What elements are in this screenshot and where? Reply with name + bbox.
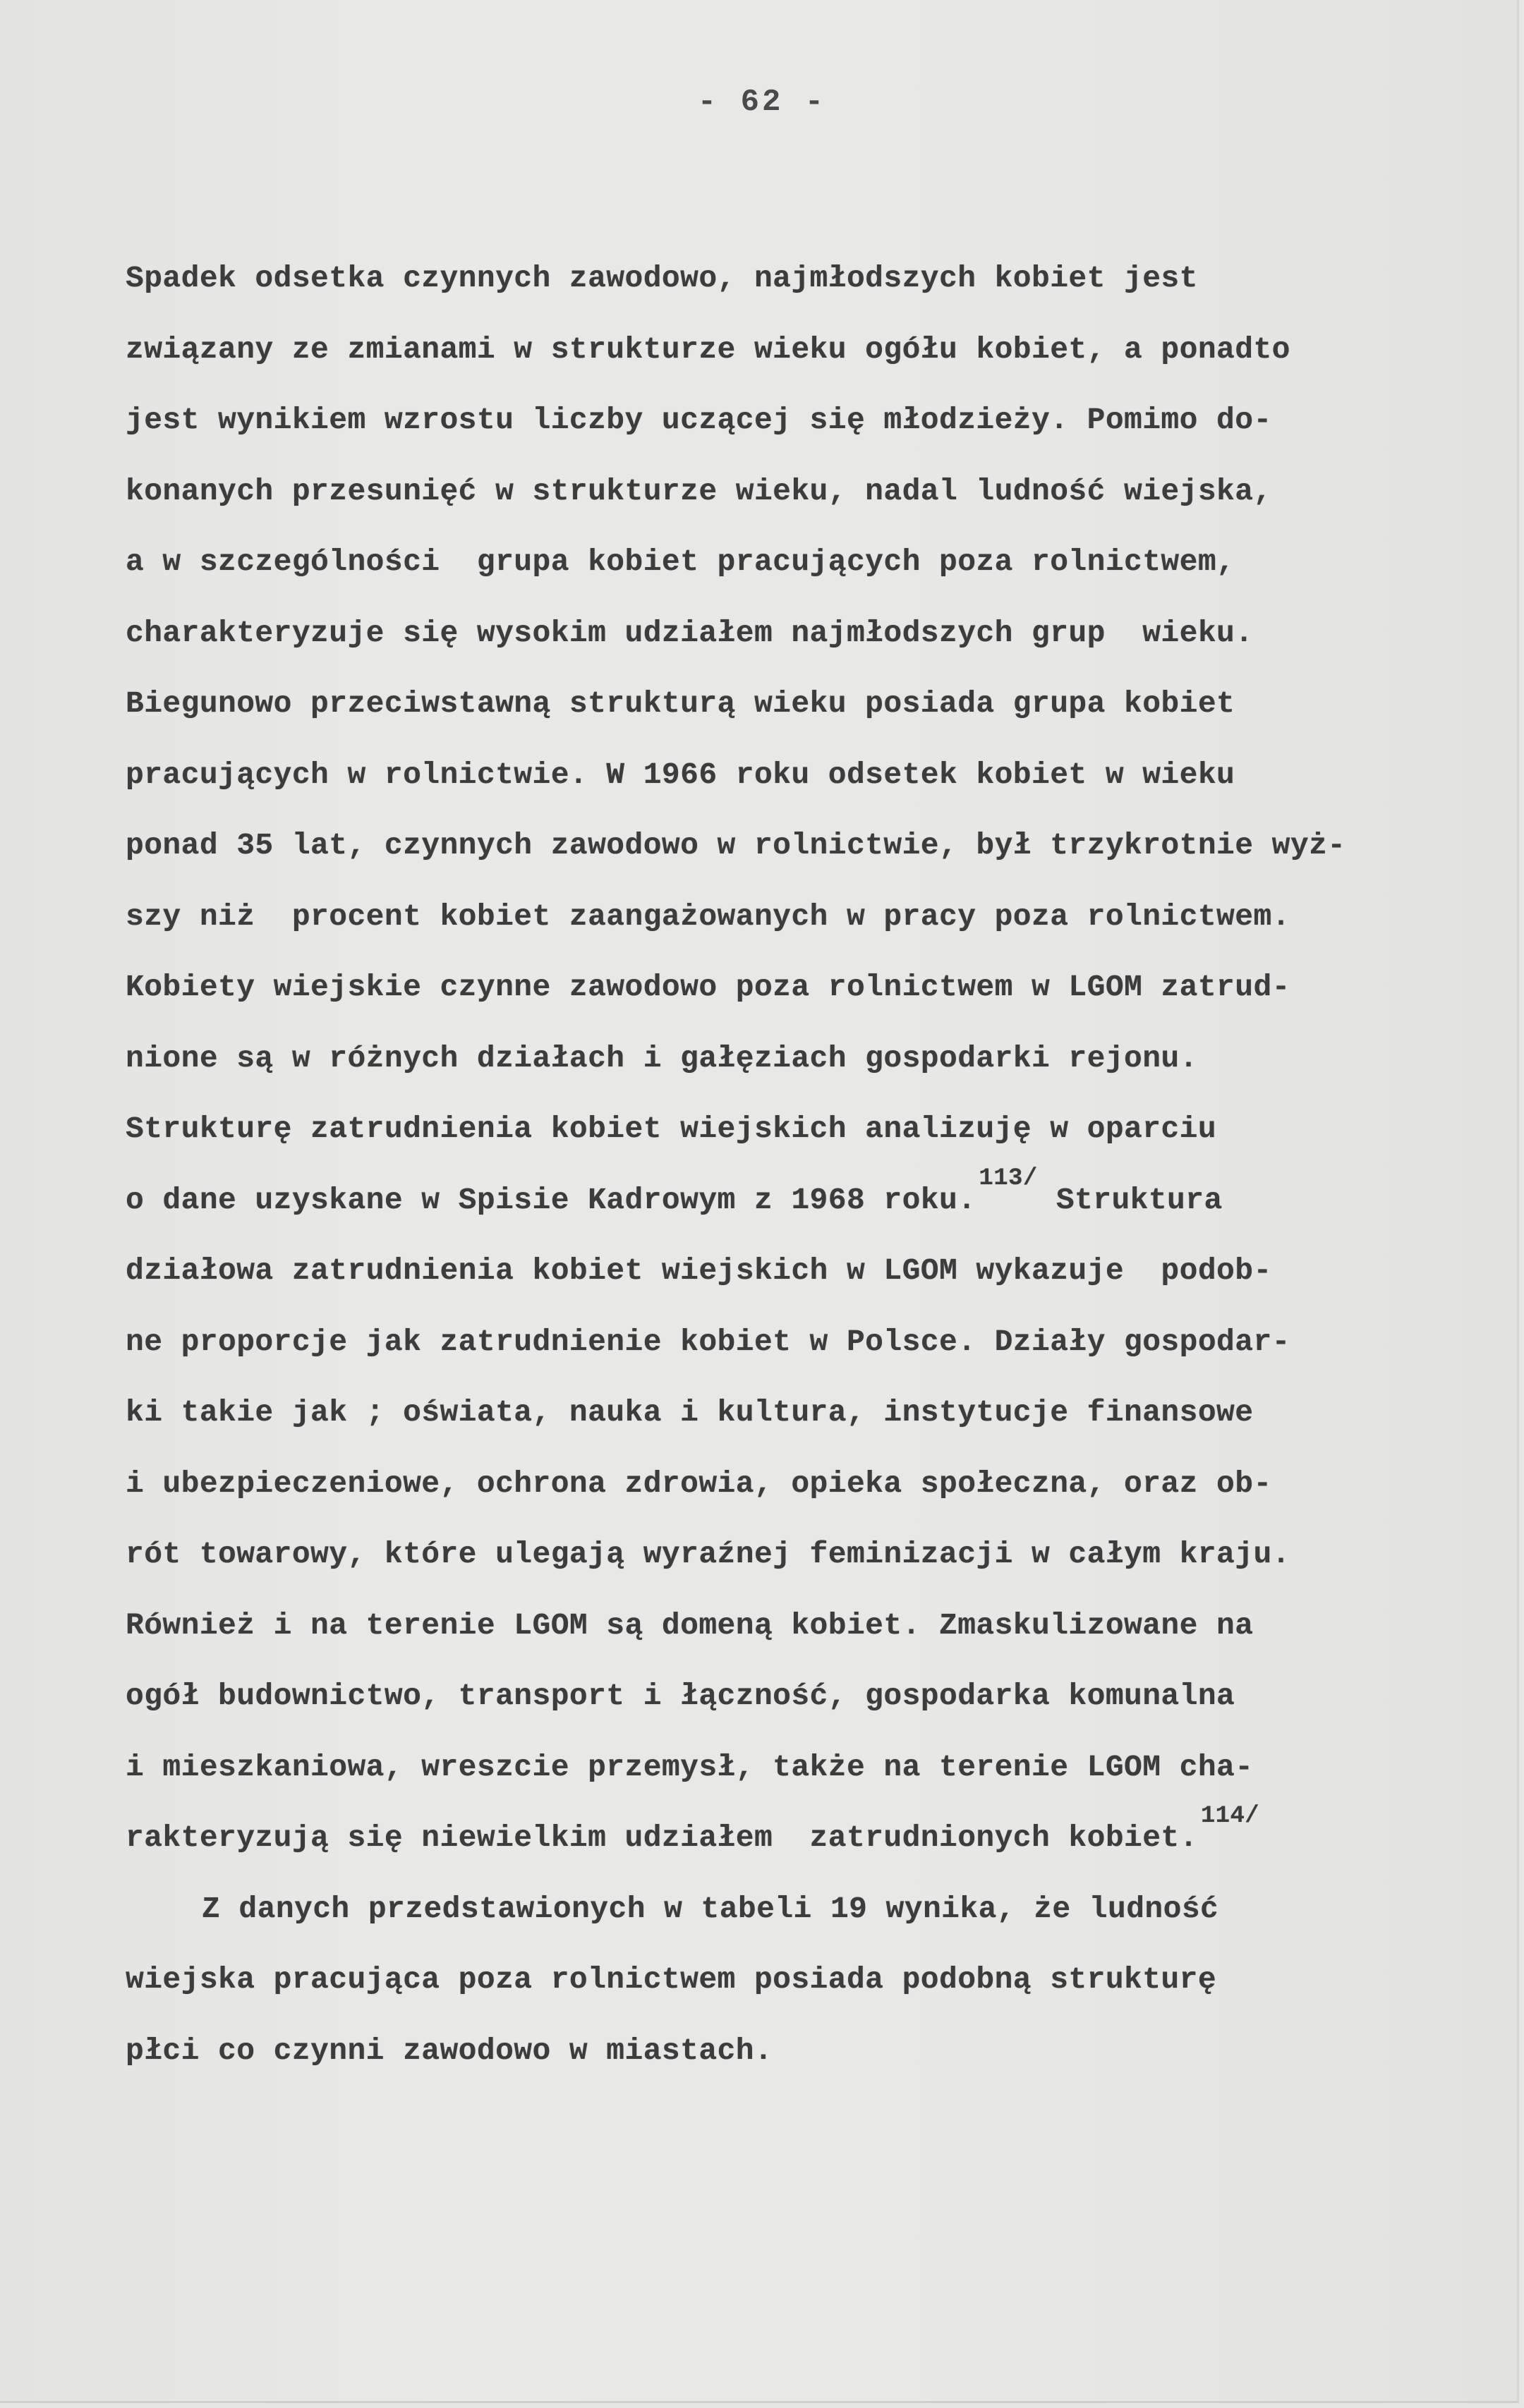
- text-line: płci co czynni zawodowo w miastach.: [126, 2033, 773, 2068]
- text-line: działowa zatrudnienia kobiet wiejskich w LGOM wykazuje podob-: [126, 1253, 1272, 1288]
- text-line: jest wynikiem wzrostu liczby uczącej się młodzieży. Pomimo do-: [126, 403, 1272, 437]
- page-number: - 62 -: [697, 85, 827, 120]
- text-line: ne proporcje jak zatrudnienie kobiet w Polsce. Działy gospodar-: [126, 1324, 1290, 1359]
- text-line-with-footnote: [126, 1803, 1508, 1886]
- text-line: wiejska pracująca poza rolnictwem posiada podobną strukturę: [126, 1962, 1217, 1997]
- line-text-after: Struktura: [1037, 1182, 1223, 1217]
- text-line: Również i na terenie LGOM są domeną kobiet. Zmaskulizowane na: [126, 1607, 1254, 1643]
- line-text: o dane uzyskane w Spisie Kadrowym z 1968 roku.: [126, 1182, 976, 1217]
- text-line: Biegunowo przeciwstawną strukturą wieku posiada grupa kobiet: [126, 686, 1235, 721]
- paragraph-2: [126, 1886, 1508, 2099]
- text-line: konanych przesunięć w strukturze wieku, nadal ludność wiejska,: [126, 473, 1272, 509]
- text-line: związany ze zmianami w strukturze wieku ogółu kobiet, a ponadto: [126, 332, 1290, 367]
- text-line: Kobiety wiejskie czynne zawodowo poza rolnictwem w LGOM zatrud-: [126, 970, 1290, 1004]
- text-line: nione są w różnych działach i gałęziach gospodarki rejonu.: [126, 1040, 1198, 1076]
- footnote-marker-113: 113/: [979, 1165, 1038, 1192]
- text-line-with-footnote: [126, 1165, 1508, 1248]
- text-line: ogół budownictwo, transport i łączność, gospodarka komunalna: [126, 1679, 1235, 1713]
- text-line: i ubezpieczeniowe, ochrona zdrowia, opieka społeczna, oraz ob-: [126, 1466, 1272, 1501]
- text-line: a w szczególności grupa kobiet pracujących poza rolnictwem,: [126, 545, 1235, 579]
- text-line: Spadek odsetka czynnych zawodowo, najmłodszych kobiet jest: [126, 261, 1198, 296]
- text-line: ponad 35 lat, czynnych zawodowo w rolnictwie, był trzykrotnie wyż-: [126, 828, 1346, 863]
- paragraph-1: [126, 255, 1508, 1886]
- text-line: i mieszkaniowa, wreszcie przemysł, także na terenie LGOM cha-: [126, 1749, 1254, 1784]
- text-line: pracujących w rolnictwie. W 1966 roku odsetek kobiet w wieku: [126, 757, 1235, 792]
- text-line: szy niż procent kobiet zaangażowanych w pracy poza rolnictwem.: [126, 899, 1290, 934]
- text-line: charakteryzuje się wysokim udziałem najmłodszych grup wieku.: [126, 615, 1254, 650]
- text-line: rót towarowy, które ulegają wyraźnej feminizacji w całym kraju.: [126, 1537, 1290, 1571]
- line-text: rakteryzują się niewielkim udziałem zatrudnionych kobiet.: [126, 1820, 1198, 1855]
- text-line: Z danych przedstawionych w tabeli 19 wynika, że ludność: [202, 1891, 1219, 1926]
- text-line: ki takie jak ; oświata, nauka i kultura, instytucje finansowe: [126, 1395, 1254, 1430]
- footnote-marker-114: 114/: [1200, 1803, 1260, 1830]
- body-text: [126, 255, 1508, 2098]
- text-line: Strukturę zatrudnienia kobiet wiejskich analizuję w oparciu: [126, 1112, 1217, 1146]
